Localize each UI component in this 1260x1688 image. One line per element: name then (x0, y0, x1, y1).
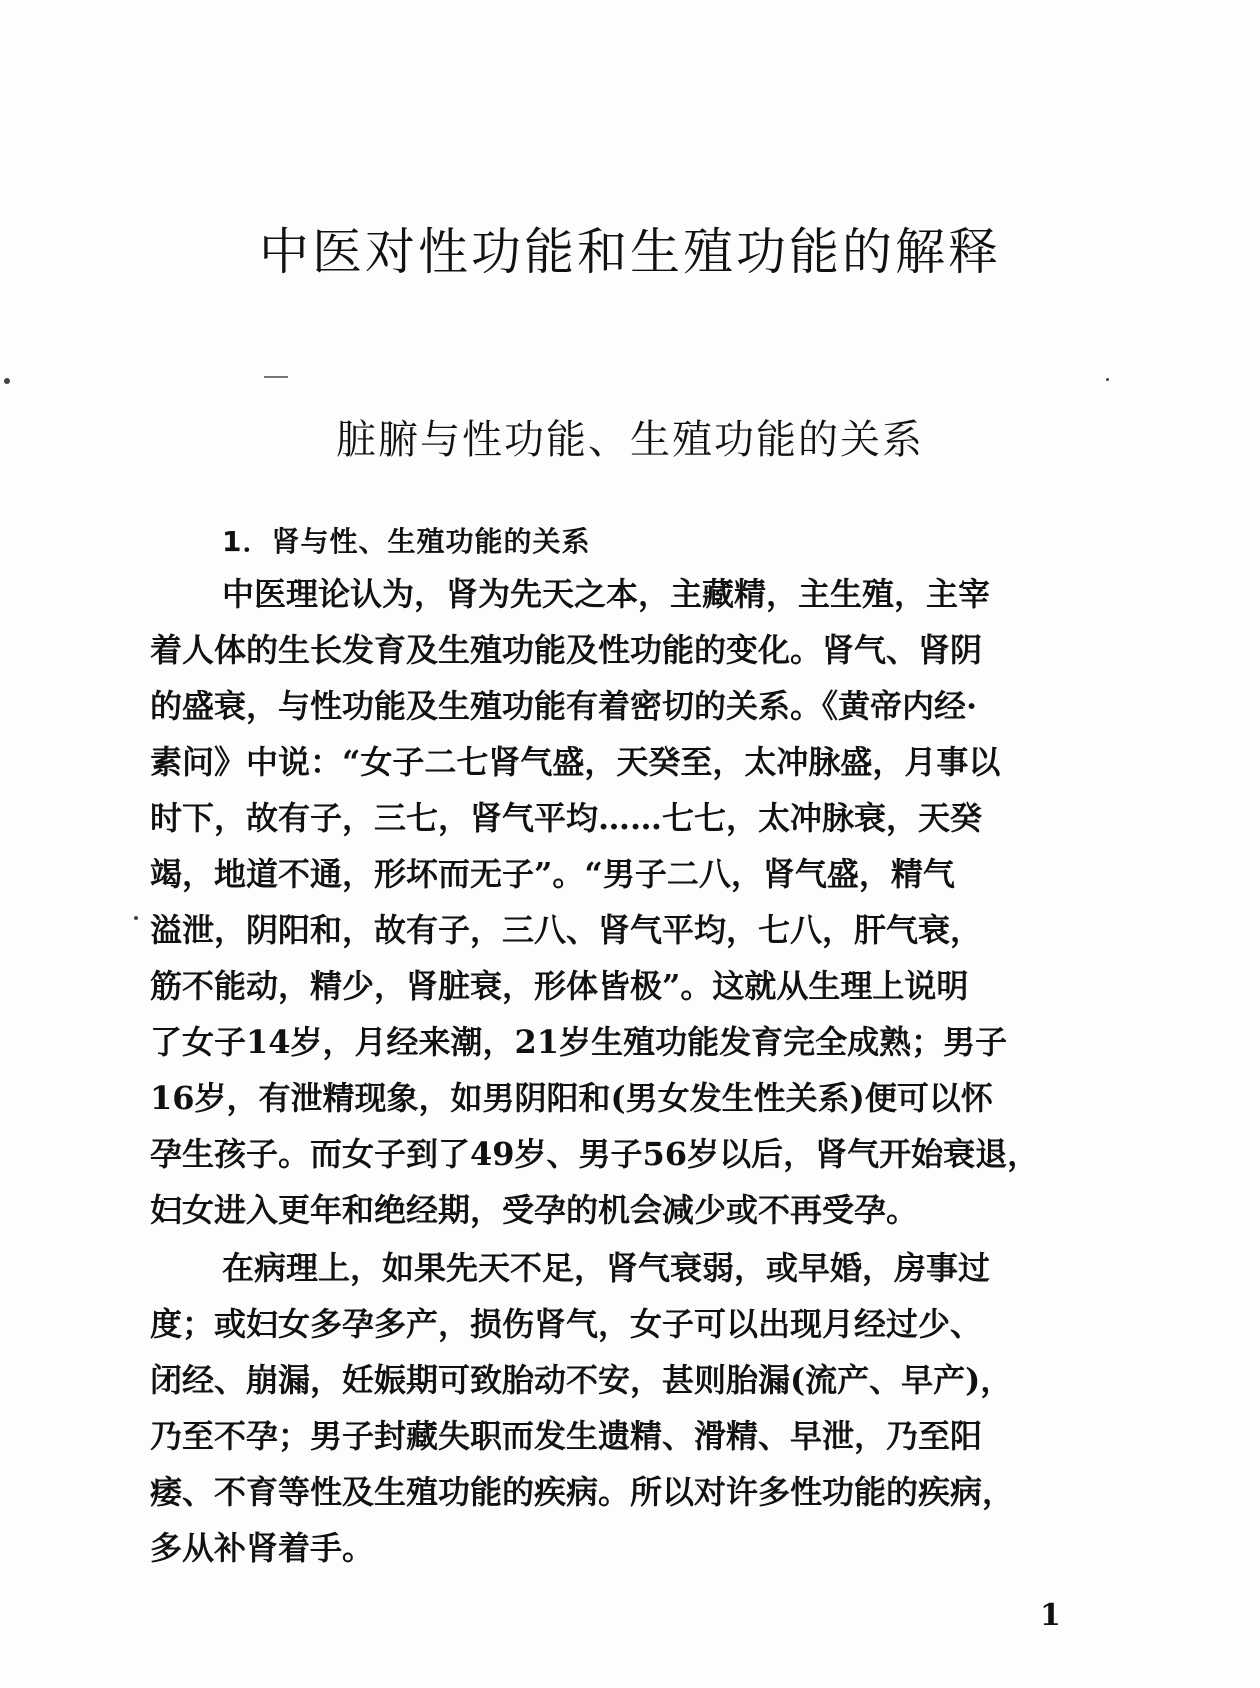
document-subtitle: 脏腑与性功能、生殖功能的关系 (336, 417, 924, 463)
section-heading: 1．肾与性、生殖功能的关系 (222, 525, 591, 558)
document-title: 中医对性功能和生殖功能的解释 (259, 223, 1001, 281)
scan-speck (4, 378, 10, 384)
paragraph-line: 时下，故有子，三七，肾气平均……七七，太冲脉衰，天癸 (150, 799, 983, 837)
paragraph-line: 筋不能动，精少，肾脏衰，形体皆极”。这就从生理上说明 (150, 967, 969, 1005)
paragraph-line: 了女子14岁，月经来潮，21岁生殖功能发育完全成熟；男子 (150, 1023, 1008, 1061)
paragraph-line: 在病理上，如果先天不足，肾气衰弱，或早婚，房事过 (222, 1249, 991, 1287)
scan-speck (134, 916, 138, 920)
paragraph-line: 溢泄，阴阳和，故有子，三八、肾气平均，七八，肝气衰， (150, 911, 983, 949)
paragraph-line: 闭经、崩漏，妊娠期可致胎动不安，甚则胎漏(流产、早产)， (150, 1361, 1013, 1399)
paragraph-line: 多从补肾着手。 (150, 1529, 375, 1567)
paragraph-line: 16岁，有泄精现象，如男阴阳和(男女发生性关系)便可以怀 (150, 1079, 993, 1117)
paragraph-line: 妇女进入更年和绝经期，受孕的机会减少或不再受孕。 (150, 1191, 919, 1229)
paragraph-line: 痿、不育等性及生殖功能的疾病。所以对许多性功能的疾病， (150, 1473, 1015, 1511)
scan-speck (1106, 378, 1109, 381)
paragraph-line: 竭，地道不通，形坏而无子”。“男子二八，肾气盛，精气 (150, 855, 955, 893)
paragraph-line: 孕生孩子。而女子到了49岁、男子56岁以后，肾气开始衰退， (150, 1135, 1040, 1173)
paragraph-line: 素问》中说：“女子二七肾气盛，天癸至，太冲脉盛，月事以 (150, 743, 1001, 781)
paragraph-1 (150, 566, 1100, 1238)
page-number: 1 (1040, 1598, 1061, 1633)
scan-mark (264, 376, 288, 378)
paragraph-line: 中医理论认为，肾为先天之本，主藏精，主生殖，主宰 (222, 575, 991, 613)
paragraph-2 (150, 1240, 1100, 1576)
paragraph-line: 度；或妇女多孕多产，损伤肾气，女子可以出现月经过少、 (150, 1305, 983, 1343)
paragraph-line: 的盛衰，与性功能及生殖功能有着密切的关系。《黄帝内经· (150, 687, 978, 725)
paragraph-line: 着人体的生长发育及生殖功能及性功能的变化。肾气、肾阴 (150, 631, 983, 669)
paragraph-line: 乃至不孕；男子封藏失职而发生遗精、滑精、早泄，乃至阳 (150, 1417, 983, 1455)
